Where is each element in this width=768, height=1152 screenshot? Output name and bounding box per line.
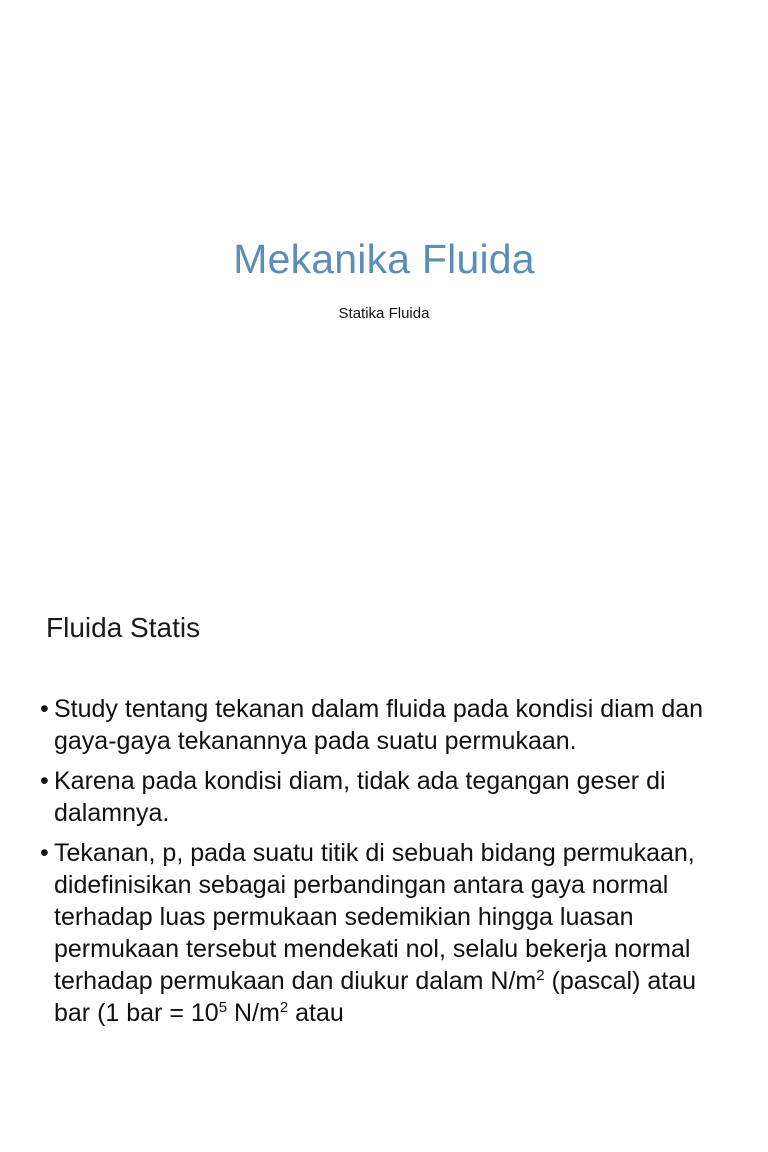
- bullet-text-part: (pascal) atau bar (1 bar = 10: [54, 967, 697, 1027]
- bullet-dot-icon: •: [40, 695, 49, 723]
- slide-title: Mekanika Fluida: [233, 236, 535, 282]
- bullet-list: [40, 693, 730, 1037]
- slide-heading: Fluida Statis: [46, 612, 201, 643]
- bullet-item: [40, 837, 730, 1029]
- bullet-text: [54, 839, 696, 1027]
- superscript: 5: [218, 999, 228, 1016]
- bullet-text: Karena pada kondisi diam, tidak ada tegangan geser di dalamnya.: [54, 767, 666, 827]
- bullet-item: [40, 765, 730, 829]
- content-slide: [0, 576, 768, 1152]
- bullet-text-part: N/m: [227, 999, 280, 1027]
- slide-subtitle: Statika Fluida: [338, 305, 430, 322]
- superscript: 2: [279, 999, 289, 1016]
- bullet-text-part: atau: [288, 999, 344, 1027]
- bullet-text: Study tentang tekanan dalam fluida pada kondisi diam dan gaya-gaya tekanannya pada suatu permukaan.: [54, 695, 704, 755]
- superscript: 2: [536, 967, 545, 984]
- bullet-dot-icon: •: [40, 839, 49, 867]
- bullet-item: [40, 693, 730, 757]
- bullet-text-part: Tekanan, p, pada suatu titik di sebuah bidang permukaan, didefinisikan sebagai perbandingan antara gaya normal terhadap luas permukaan sedemikian hingga luasan permukaan tersebut mendekati nol, selalu bekerja normal terhadap permukaan dan diukur dalam N/m: [54, 839, 695, 995]
- bullet-dot-icon: •: [40, 767, 49, 795]
